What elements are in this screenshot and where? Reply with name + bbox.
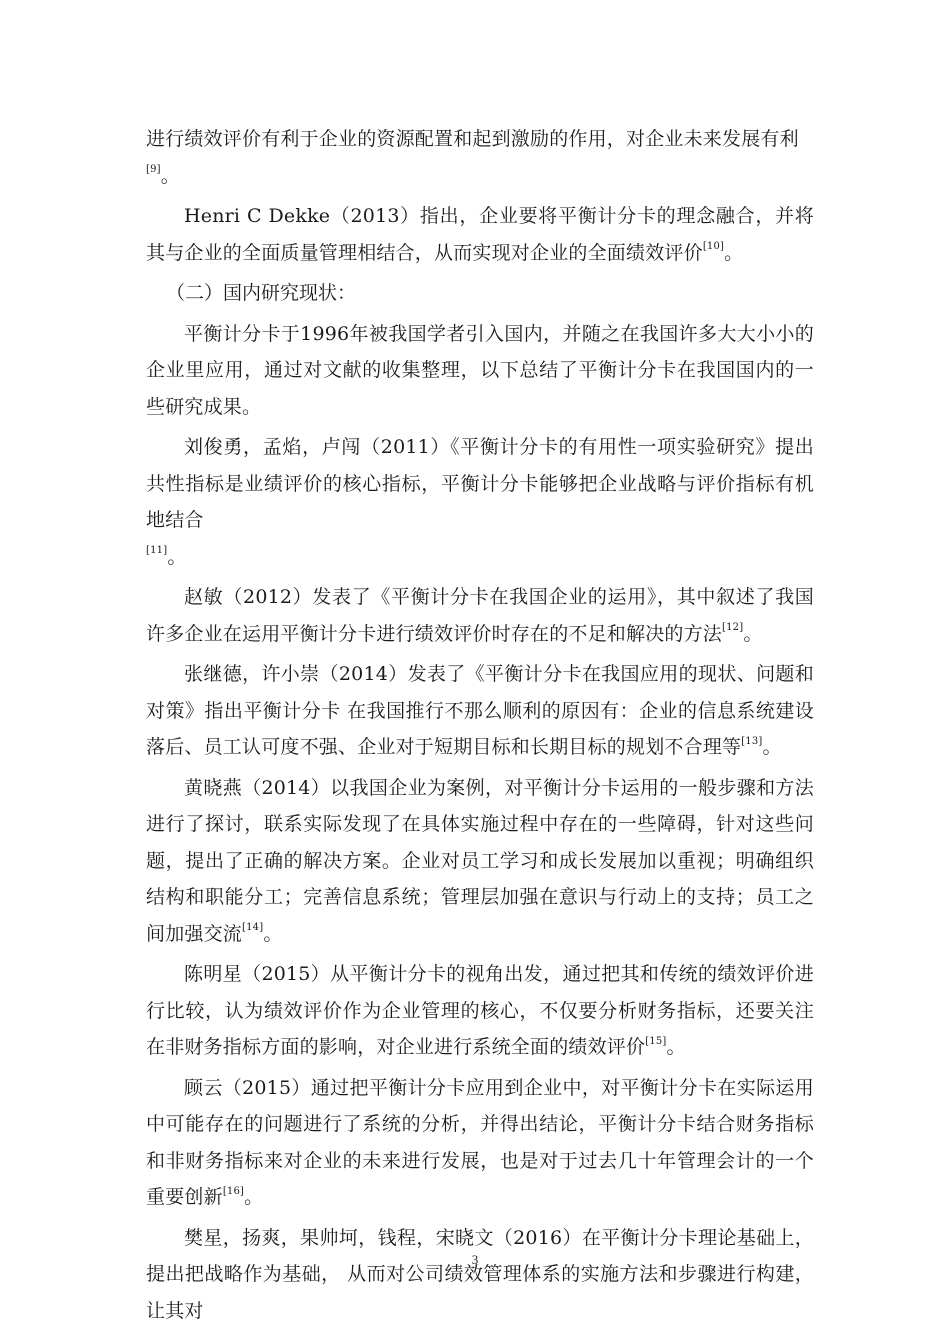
paragraph-end: 。 [244, 1186, 264, 1208]
paragraph-text: 陈明星（2015）从平衡计分卡的视角出发，通过把其和传统的绩效评价进行比较，认为绩效评价作为企业管理的核心，不仅要分析财务指标，还要关注在非财务指标方面的影响，对企业进行系统全面的绩效评价 [146, 963, 814, 1058]
paragraph-text: 黄晓燕（2014）以我国企业为案例，对平衡计分卡运用的一般步骤和方法进行了探讨，联系实际发现了在具体实施过程中存在的一些障碍，针对这些问题，提出了正确的解决方案。企业对员工学习和成长发展加以重视；明确组织结构和职能分工；完善信息系统；管理层加强在意识与行动上的支持；员工之间加强交流 [146, 776, 814, 945]
citation: [12] [722, 622, 744, 634]
paragraph-7 [146, 770, 814, 953]
paragraph-end: 。 [160, 164, 180, 187]
paragraph-end: 。 [762, 736, 782, 758]
page-number: 3 [471, 1252, 479, 1267]
section-heading [146, 275, 814, 312]
citation: [14] [242, 922, 264, 934]
paragraph-9 [146, 1070, 814, 1216]
paragraph-text: 顾云（2015）通过把平衡计分卡应用到企业中，对平衡计分卡在实际运用中可能存在的问题进行了系统的分析，并得出结论，平衡计分卡结合财务指标和非财务指标来对企业的未来进行发展，也是对于过去几十年管理会计的一个重要创新 [146, 1076, 814, 1208]
paragraph-8 [146, 956, 814, 1066]
paragraph-4 [146, 429, 814, 575]
citation: [11] [146, 545, 168, 557]
paragraph-6 [146, 656, 814, 766]
citation: [15] [645, 1035, 667, 1047]
paragraph-text: 赵敏（2012）发表了《平衡计分卡在我国企业的运用》，其中叙述了我国许多企业在运用平衡计分卡进行绩效评价时存在的不足和解决的方法 [146, 586, 814, 645]
citation: [13] [741, 735, 763, 747]
paragraph-2 [146, 198, 814, 271]
citation: [10] [702, 241, 725, 253]
paragraph-end: 。 [724, 241, 744, 264]
paragraph-end: 。 [167, 545, 187, 568]
paragraph-text: 张继德，许小崇（2014）发表了《平衡计分卡在我国应用的现状、问题和对策》指出平衡计分卡 在我国推行不那么顺利的原因有：企业的信息系统建设落后、员工认可度不强、企业对于短期目标和长期目标的规划不合理等 [146, 663, 814, 758]
paragraph-text: 刘俊勇，孟焰，卢闯（2011）《平衡计分卡的有用性一项实验研究》提出共性指标是业绩评价的核心指标，平衡计分卡能够把企业战略与评价指标有机地结合 [146, 436, 814, 531]
paragraph-1 [146, 121, 814, 194]
heading-text: （二）国内研究现状： [166, 282, 357, 304]
paragraph-3 [146, 316, 814, 426]
paragraph-end: 。 [666, 1036, 686, 1058]
citation: [9] [146, 164, 161, 176]
body-text [146, 121, 814, 1333]
citation: [16] [222, 1185, 245, 1197]
paragraph-text: 进行绩效评价有利于企业的资源配置和起到激励的作用，对企业未来发展有利 [146, 128, 799, 150]
paragraph-end: 。 [743, 622, 763, 645]
paragraph-text: Henri C Dekke（2013）指出，企业要将平衡计分卡的理念融合，并将其与企业的全面质量管理相结合，从而实现对企业的全面绩效评价 [146, 205, 814, 264]
paragraph-text: 樊星，扬爽，果帅坷，钱程，宋晓文（2016）在平衡计分卡理论基础上，提出把战略作为基础， 从而对公司绩效管理体系的实施方法和步骤进行构建，让其对 [146, 1226, 814, 1322]
paragraph-end: 。 [263, 922, 283, 945]
paragraph-5 [146, 579, 814, 652]
paragraph-10 [146, 1220, 814, 1330]
paragraph-text: 平衡计分卡于1996年被我国学者引入国内，并随之在我国许多大大小小的企业里应用，通过对文献的收集整理，以下总结了平衡计分卡在我国国内的一些研究成果。 [146, 322, 814, 418]
